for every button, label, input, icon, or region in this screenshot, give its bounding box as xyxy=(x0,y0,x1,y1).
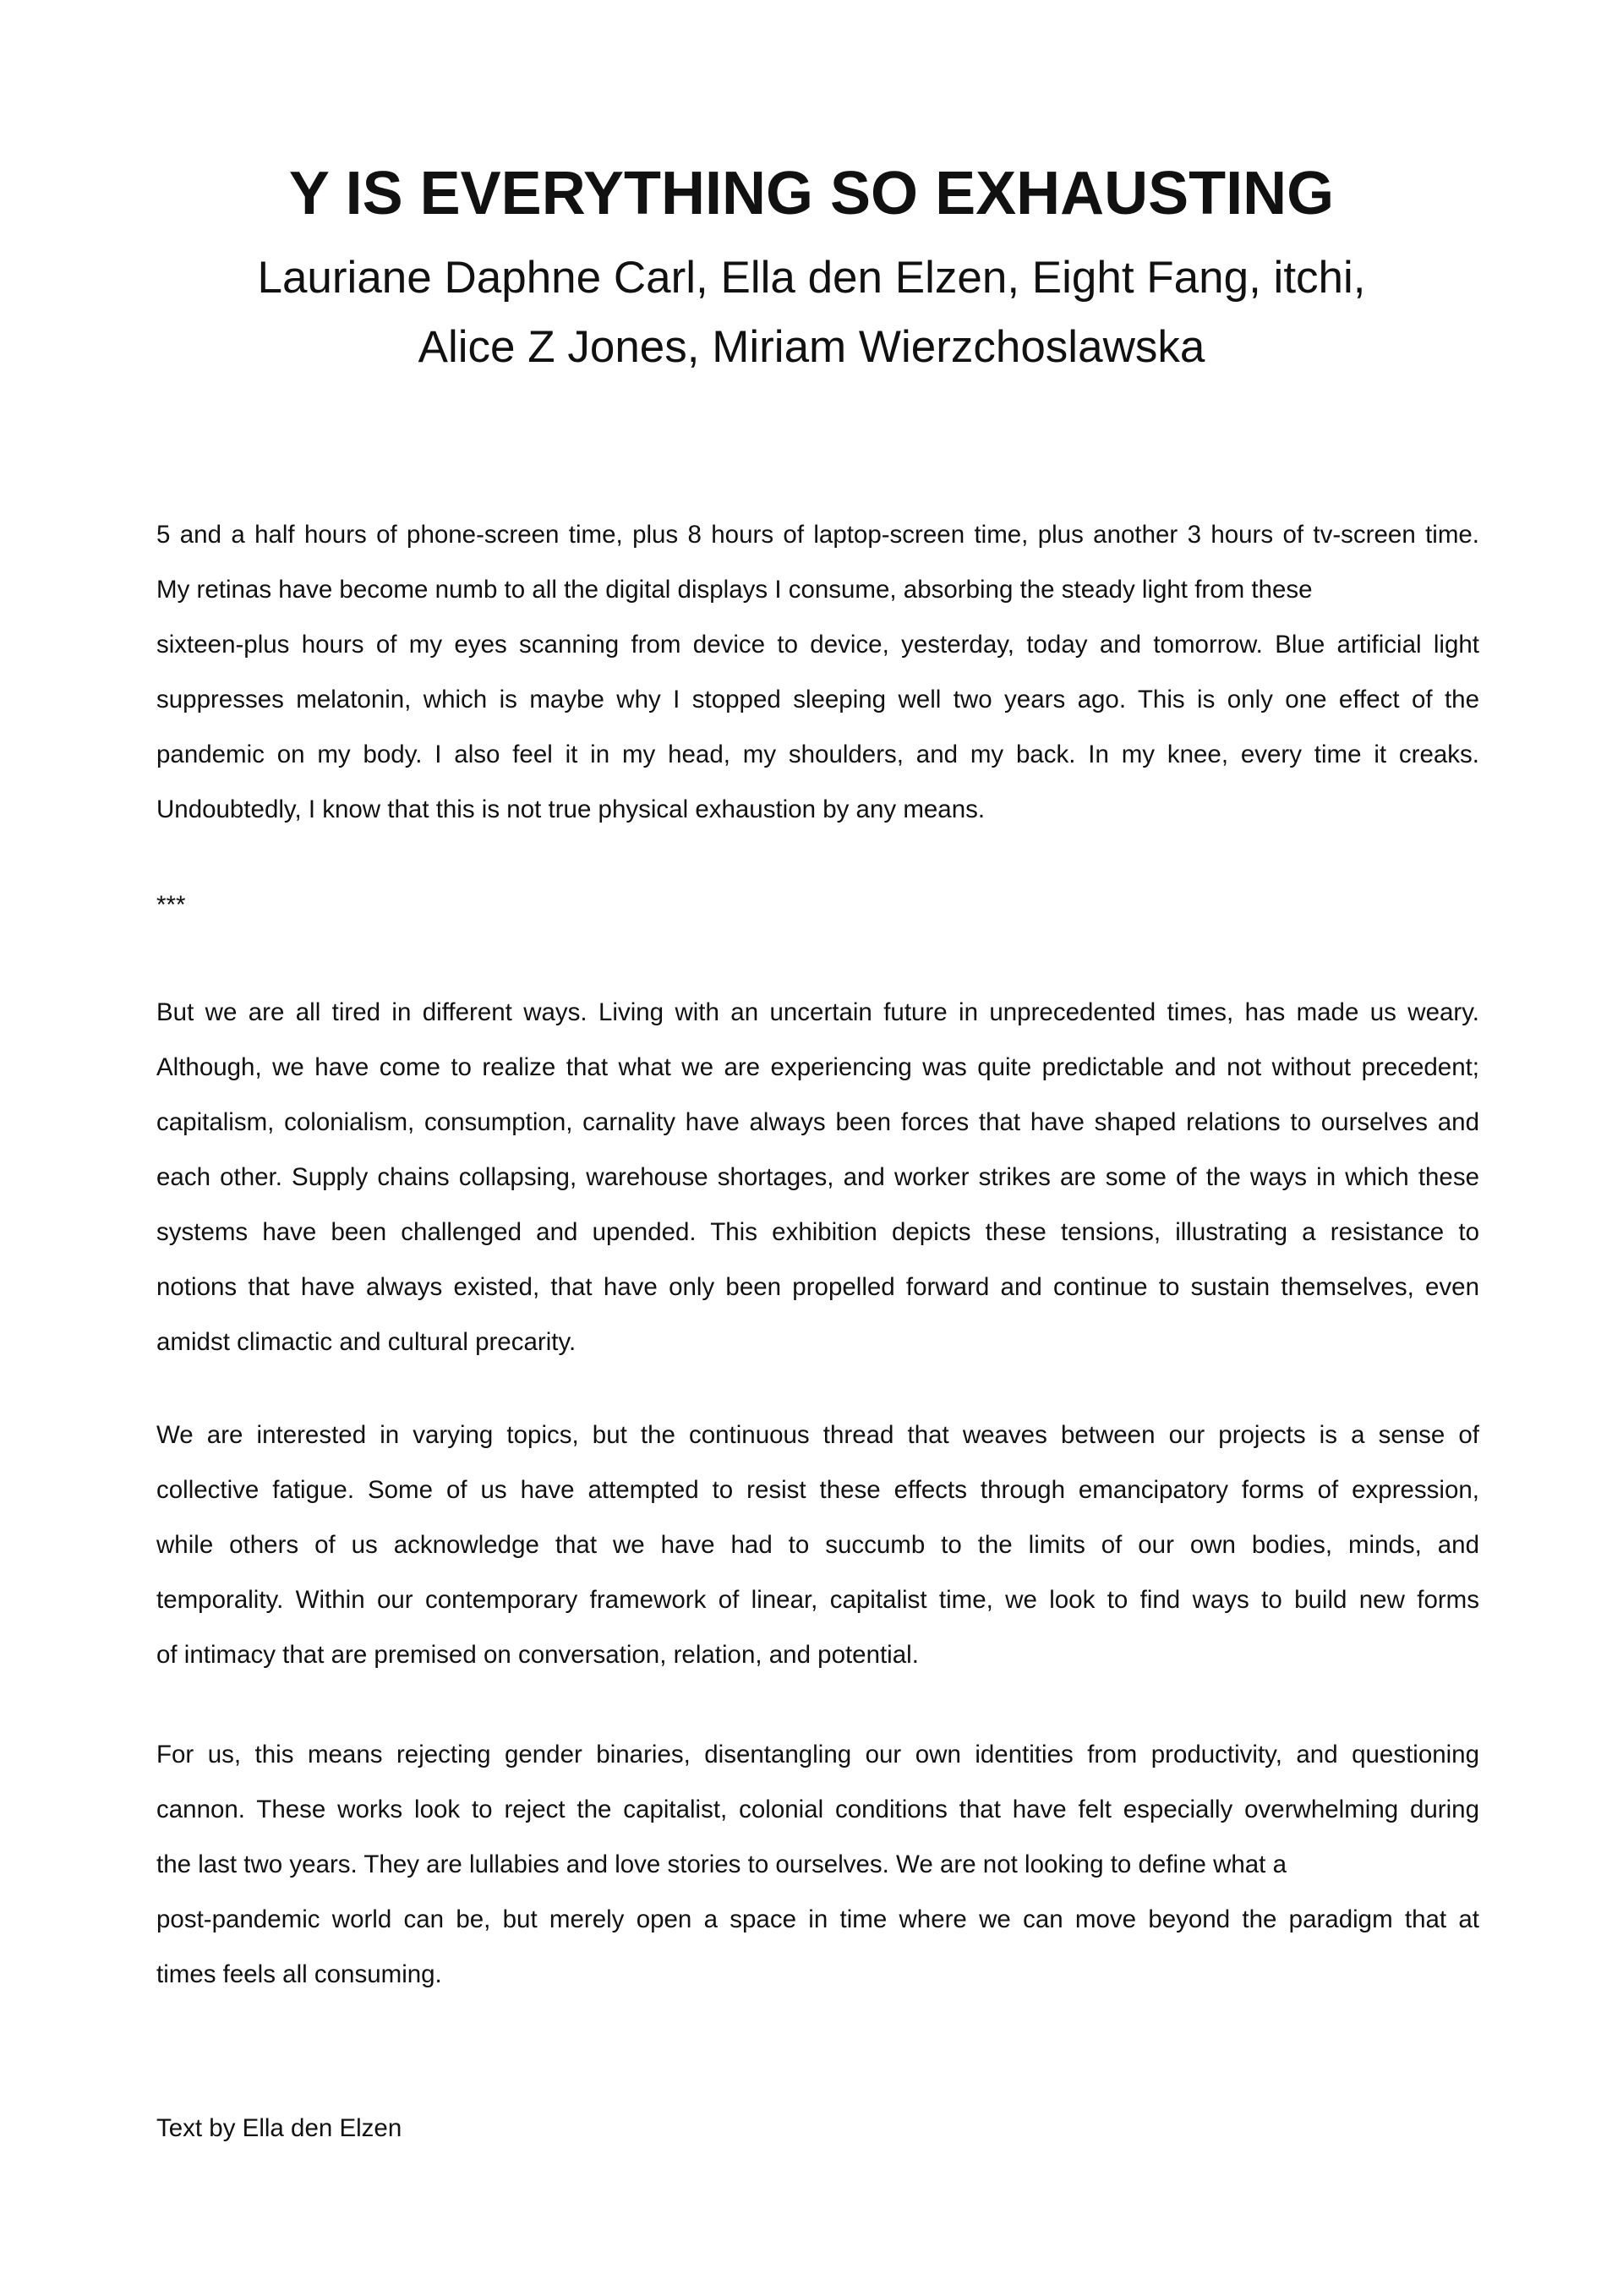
author-credit: Text by Ella den Elzen xyxy=(156,2114,402,2142)
paragraph-rejecting xyxy=(156,1727,1479,2002)
text-line: times feels all consuming. xyxy=(156,1960,442,1988)
text-line: We are interested in varying topics, but the continuous thread that weaves between our projects is a sense of xyxy=(156,1421,1479,1449)
text-line: cannon. These works look to reject the capitalist, colonial conditions that have felt especially overwhelming during xyxy=(156,1796,1479,1823)
text-line: collective fatigue. Some of us have attempted to resist these effects through emancipatory forms of expression, xyxy=(156,1476,1479,1504)
artist-list xyxy=(0,243,1623,382)
text-line: while others of us acknowledge that we have had to succumb to the limits of our own bodies, minds, and xyxy=(156,1531,1479,1559)
text-line: systems have been challenged and upended. This exhibition depicts these tensions, illustrating a resistance to xyxy=(156,1218,1479,1246)
text-line: pandemic on my body. I also feel it in my head, my shoulders, and my back. In my knee, every time it creaks. xyxy=(156,741,1479,768)
text-line: But we are all tired in different ways. Living with an uncertain future in unprecedented times, has made us weary. xyxy=(156,998,1479,1026)
text-line: capitalism, colonialism, consumption, carnality have always been forces that have shaped relations to ourselves and xyxy=(156,1108,1479,1136)
text-line: My retinas have become numb to all the digital displays I consume, absorbing the steady light from these xyxy=(156,576,1313,604)
text-line: suppresses melatonin, which is maybe why I stopped sleeping well two years ago. This is only one effect of the xyxy=(156,686,1479,713)
text-line: For us, this means rejecting gender binaries, disentangling our own identities from productivity, and questioning xyxy=(156,1741,1479,1768)
text-line: each other. Supply chains collapsing, warehouse shortages, and worker strikes are some of the ways in which these xyxy=(156,1163,1479,1191)
page-title: Y IS EVERYTHING SO EXHAUSTING xyxy=(288,160,1335,227)
paragraph-screen-time xyxy=(156,507,1479,837)
text-line: sixteen-plus hours of my eyes scanning from device to device, yesterday, today and tomorrow. Blue artificial light xyxy=(156,631,1479,659)
artist-list-line: Alice Z Jones, Miriam Wierzchoslawska xyxy=(418,322,1205,372)
paragraph-fatigue xyxy=(156,1408,1479,1682)
text-line: of intimacy that are premised on conversation, relation, and potential. xyxy=(156,1641,919,1669)
text-line: amidst climactic and cultural precarity. xyxy=(156,1328,577,1356)
text-line: Although, we have come to realize that what we are experiencing was quite predictable and not without precedent; xyxy=(156,1053,1479,1081)
text-line: the last two years. They are lullabies and love stories to ourselves. We are not looking to define what a xyxy=(156,1850,1287,1878)
section-separator: *** xyxy=(156,891,186,919)
text-line: post-pandemic world can be, but merely open a space in time where we can move beyond the paradigm that at xyxy=(156,1905,1479,1933)
artist-list-line: Lauriane Daphne Carl, Ella den Elzen, Eight Fang, itchi, xyxy=(257,253,1366,303)
paragraph-tired xyxy=(156,985,1479,1369)
text-line: temporality. Within our contemporary framework of linear, capitalist time, we look to find ways to build new forms xyxy=(156,1586,1479,1614)
text-line: 5 and a half hours of phone-screen time, plus 8 hours of laptop-screen time, plus another 3 hours of tv-screen time. xyxy=(156,521,1479,549)
text-line: notions that have always existed, that have only been propelled forward and continue to sustain themselves, even xyxy=(156,1273,1479,1301)
text-line: Undoubtedly, I know that this is not true physical exhaustion by any means. xyxy=(156,795,986,823)
